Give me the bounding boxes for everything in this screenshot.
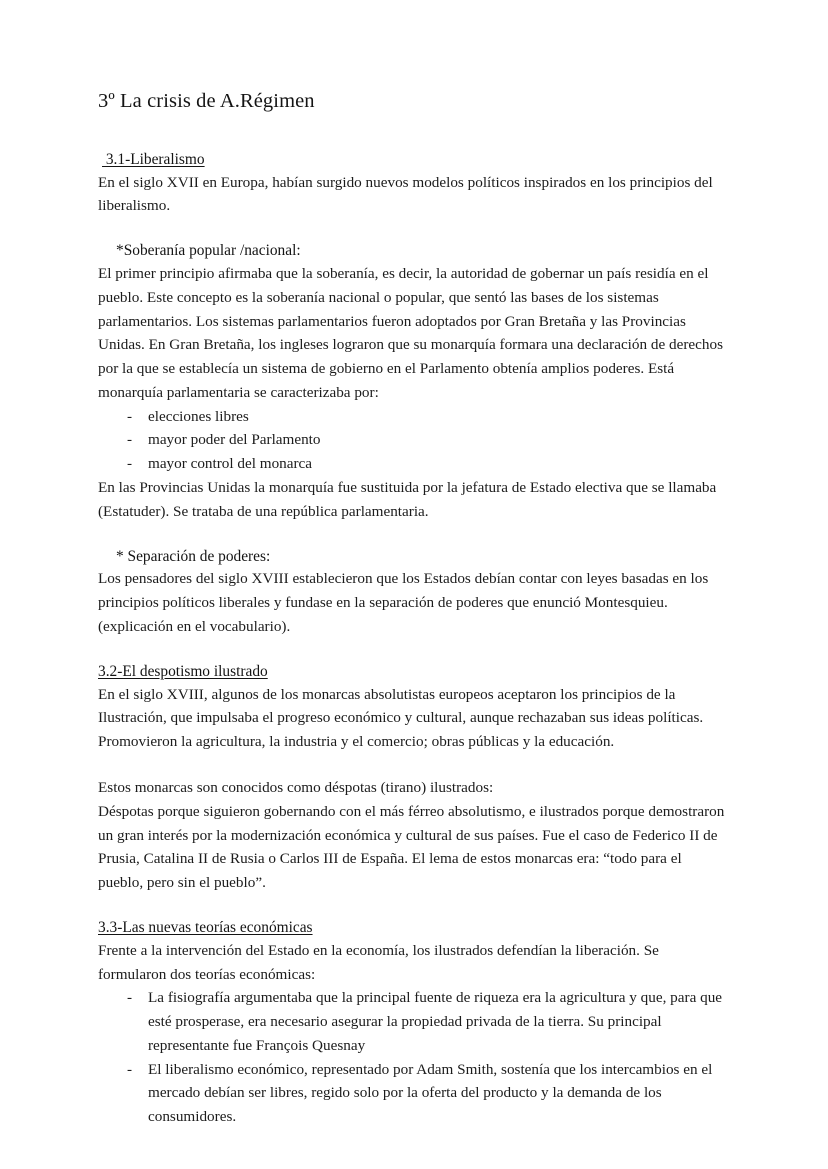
section-3-3-paragraph-1: Frente a la intervención del Estado en la economía, los ilustrados defendían la liberación. Se formularon dos teorías económicas: [98,941,659,983]
section-heading-3-1: 3.1-Liberalismo [102,150,205,168]
subheading-soberania-popular: *Soberanía popular /nacional: [116,242,301,260]
list-item-label: La fisiografía argumentaba que la principal fuente de riqueza era la agricultura y que, para que esté prosperase, era necesario asegurar la propiedad privada de la tierra. Su principal representante fue François Quesnay [148,989,723,1054]
section-3-2-paragraph-1: En el siglo XVIII, algunos de los monarcas absolutistas europeos aceptaron los principios de la Ilustración, que impulsaba el progreso económico y cultural, aunque rechazaban sus ideas políticas. Promovieron la agricultura, la industria y el comercio; obras públicas y la educación. [98,685,704,751]
spacer [98,524,728,546]
dash-bullet-icon: - [127,431,133,449]
list-item [98,986,728,1057]
dash-bullet-icon: - [127,1060,133,1078]
section-heading-3-3: 3.3-Las nuevas teorías económicas [98,918,313,936]
spacer [98,895,728,917]
list-item [98,452,728,476]
list-item-label: mayor control del monarca [148,455,313,473]
section-3-1-intro: En el siglo XVII en Europa, habían surgido nuevos modelos políticos inspirados en los principios del liberalismo. [98,173,713,215]
spacer [98,115,728,149]
subsection-separacion-paragraph: Los pensadores del siglo XVIII establecieron que los Estados debían contar con leyes basadas en los principios políticos liberales y fundase en la separación de poderes que enunció Montesquieu. (explicación en el vocabulario). [98,570,709,635]
list-item [98,428,728,452]
list-caracteristicas-monarquia [98,405,728,476]
list-teorias-economicas [98,986,728,1129]
page-title: 3º La crisis de A.Régimen [98,90,315,112]
subsection-soberania-paragraph: El primer principio afirmaba que la soberanía, es decir, la autoridad de gobernar un país residía en el pueblo. Este concepto es la soberanía nacional o popular, que sentó las bases de los sistemas parlamentarios. Los sistemas parlamentarios fueron adoptados por Gran Bretaña y las Provincias Unidas. En Gran Bretaña, los ingleses lograron que su monarquía formara una declaración de derechos por la que se establecía un sistema de gobierno en el Parlamento obtenía amplios poderes. Está monarquía parlamentaria se caracterizaba por: [98,264,723,401]
spacer [98,754,728,776]
dash-bullet-icon: - [127,989,133,1007]
list-item-label: elecciones libres [148,407,249,425]
subsection-soberania-after-list: En las Provincias Unidas la monarquía fue sustituida por la jefatura de Estado electiva que se llamaba (Estatuder). Se trataba de una república parlamentaria. [98,478,717,520]
section-3-2-paragraph-2: Estos monarcas son conocidos como déspotas (tirano) ilustrados: [98,778,494,796]
list-item [98,405,728,429]
list-item [98,1058,728,1129]
spacer [98,218,728,240]
list-item-label: mayor poder del Parlamento [148,431,321,449]
spacer [98,639,728,661]
section-3-2-paragraph-3: Déspotas porque siguieron gobernando con el más férreo absolutismo, e ilustrados porque demostraron un gran interés por la modernización económica y cultural de sus países. Fue el caso de Federico II de Prusia, Catalina II de Rusia o Carlos III de España. El lema de estos monarcas era: “todo para el pueblo, pero sin el pueblo”. [98,802,725,892]
section-heading-3-2: 3.2-El despotismo ilustrado [98,662,268,680]
dash-bullet-icon: - [127,455,133,473]
subheading-separacion-de-poderes: * Separación de poderes: [116,547,271,565]
dash-bullet-icon: - [127,407,133,425]
list-item-label: El liberalismo económico, representado por Adam Smith, sostenía que los intercambios en el mercado debían ser libres, regido solo por la oferta del producto y la demanda de los consumidores. [148,1060,713,1126]
